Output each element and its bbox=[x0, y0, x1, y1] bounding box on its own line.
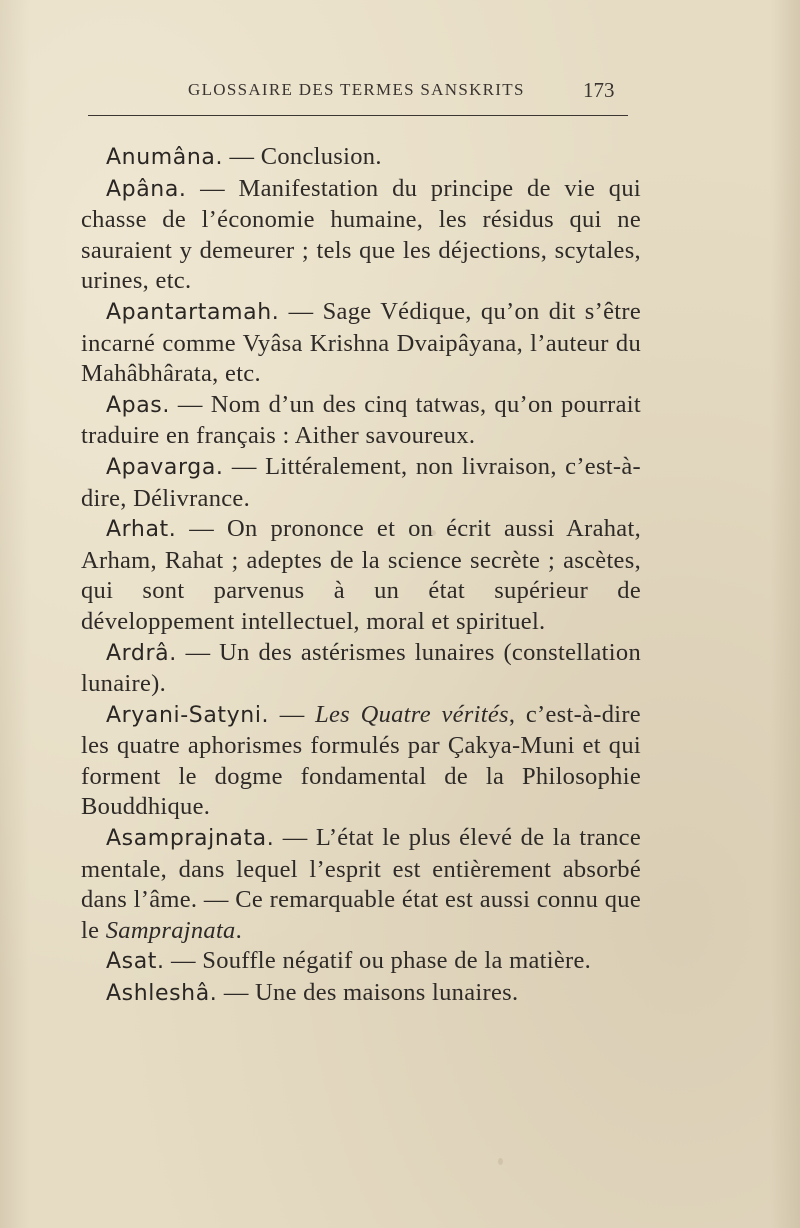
entry-definition: — On prononce et on écrit aussi Arahat, Arham, Rahat ; adeptes de la science secrète ; ascètes, qui sont parvenus à un état supérieur de développement intellectuel, moral et spirituel. bbox=[81, 515, 641, 635]
glossary-entry bbox=[81, 978, 641, 1010]
glossary-entry bbox=[81, 946, 641, 978]
entry-definition: — Nom d’un des cinq tatwas, qu’on pourrait traduire en français : Aither savoureux. bbox=[81, 390, 641, 450]
glossary-entry bbox=[81, 142, 641, 174]
glossary-entry bbox=[81, 638, 641, 700]
entry-italic-phrase: Samprajnata bbox=[105, 916, 236, 944]
entry-definition: — Une des maisons lunaires. bbox=[217, 979, 519, 1007]
entry-term: Ashleshâ. bbox=[106, 981, 218, 1007]
entry-definition-lead: — L’état le plus élevé de la trance mentale, dans lequel l’esprit est entièrement absorbé dans l’âme. — Ce remarquable état est aussi connu que le bbox=[81, 824, 641, 944]
entry-italic-phrase: Les Quatre vérités bbox=[315, 700, 509, 728]
entry-term: Ardrâ. bbox=[106, 640, 177, 666]
glossary-entry bbox=[81, 297, 641, 390]
glossary-entry bbox=[81, 390, 641, 452]
entry-term: Apas. bbox=[106, 392, 170, 418]
entry-definition: — Souffle négatif ou phase de la matière. bbox=[164, 947, 592, 975]
glossary-entry bbox=[81, 174, 641, 297]
page-number: 173 bbox=[583, 78, 615, 102]
running-head bbox=[0, 78, 800, 108]
entry-definition: — Manifestation du principe de vie qui chasse de l’économie humaine, les résidus qui ne sauraient y demeurer ; tels que les déjections, scytales, urines, etc. bbox=[81, 174, 641, 295]
entry-definition-rest: , c’est-à-dire les quatre aphorismes formulés par Çakya-Muni et qui forment le dogme fondamental de la Philosophie Bouddhique. bbox=[81, 700, 641, 821]
entry-term: Apantartamah. bbox=[106, 299, 280, 325]
glossary-entry bbox=[81, 514, 641, 637]
entry-definition: — Un des astérismes lunaires (constellation lunaire). bbox=[81, 638, 641, 698]
glossary-entry bbox=[81, 452, 641, 514]
paper-speck bbox=[498, 1158, 503, 1165]
entry-definition: — Littéralement, non livraison, c’est-à-dire, Délivrance. bbox=[81, 452, 641, 512]
entry-definition-lead: — bbox=[269, 700, 316, 728]
entry-definition: — Conclusion. bbox=[223, 143, 382, 170]
entry-definition-rest: . bbox=[235, 916, 243, 944]
entry-term: Arhat. bbox=[106, 517, 177, 543]
glossary-entry bbox=[81, 700, 641, 823]
glossary-text bbox=[81, 142, 641, 1010]
entry-term: Aryani-Satyni. bbox=[106, 702, 270, 728]
entry-term: Anumâna. bbox=[106, 145, 224, 170]
glossary-entry bbox=[81, 823, 641, 946]
entry-term: Apâna. bbox=[106, 176, 187, 202]
entry-term: Apavarga. bbox=[106, 454, 224, 480]
entry-definition: — Sage Védique, qu’on dit s’être incarné comme Vyâsa Krishna Dvaipâyana, l’auteur du Mahâbhârata, etc. bbox=[81, 297, 641, 388]
header-rule bbox=[88, 115, 628, 116]
running-title: GLOSSAIRE DES TERMES SANSKRITS bbox=[188, 80, 525, 99]
entry-term: Asamprajnata. bbox=[106, 826, 275, 852]
entry-term: Asat. bbox=[106, 949, 165, 975]
